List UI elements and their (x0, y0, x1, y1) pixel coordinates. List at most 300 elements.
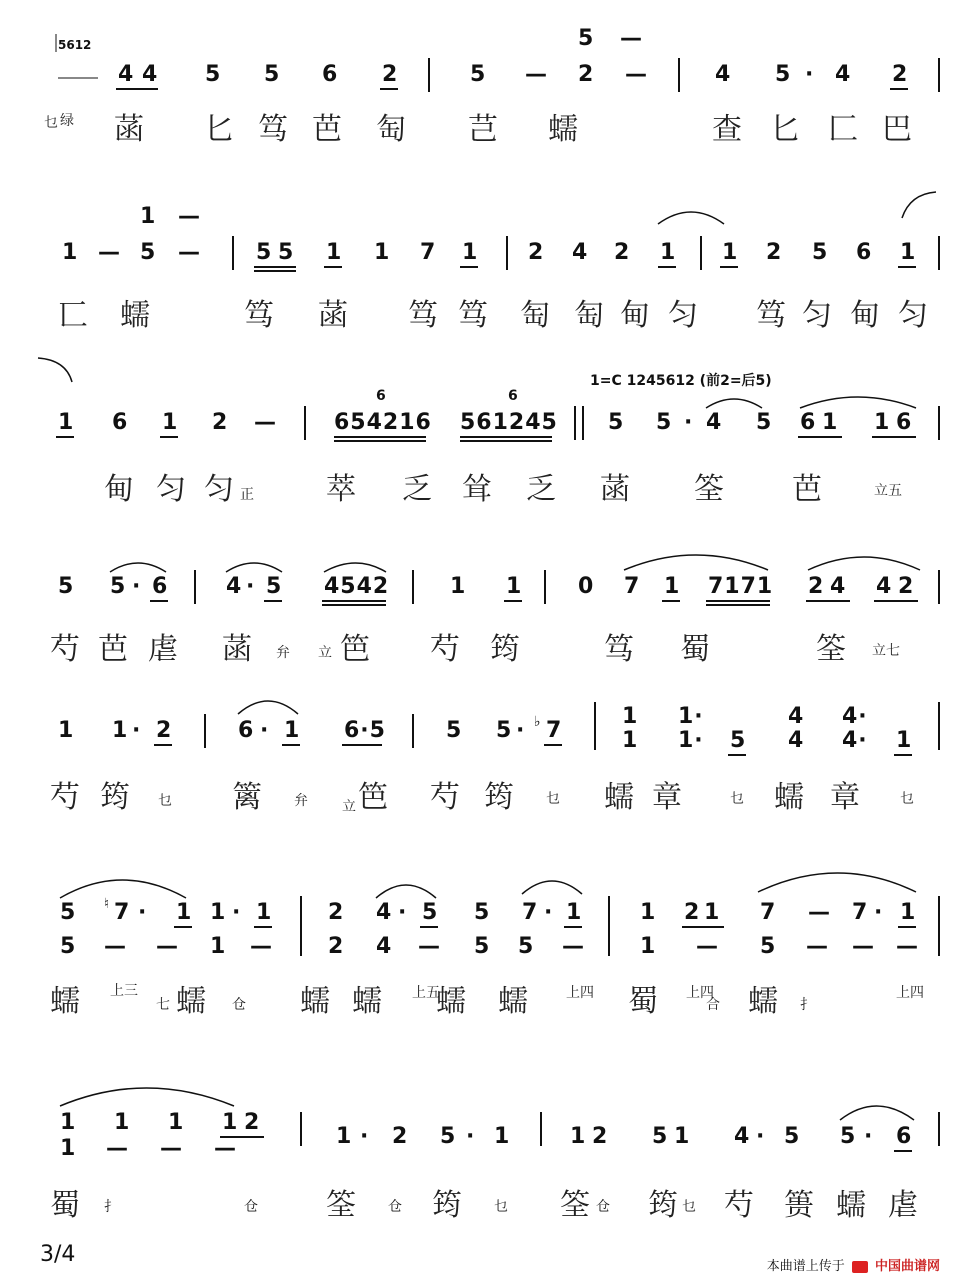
note: 1 (622, 728, 639, 753)
note: 4· (842, 728, 868, 753)
barline (938, 1112, 940, 1146)
barline (544, 570, 546, 604)
underline (706, 604, 770, 606)
note: · (756, 1124, 766, 1149)
site-logo-icon (852, 1261, 868, 1273)
tab-glyph: 乜 (546, 791, 560, 807)
tab-glyph: 匀 (802, 298, 832, 333)
tab-glyph: 立七 (872, 643, 900, 659)
note: · (132, 718, 142, 743)
note: 5 (578, 26, 595, 51)
tab-glyph: 蜀 (680, 632, 710, 667)
tab-glyph: 芍 (50, 632, 80, 667)
note: — (254, 410, 277, 435)
tab-glyph: 蠕 (836, 1188, 866, 1223)
slur (58, 1080, 238, 1108)
note: 5 (474, 934, 491, 959)
note: 5 (760, 934, 777, 959)
note: 2 (328, 900, 345, 925)
underline (874, 600, 918, 602)
note: 5 (205, 62, 222, 87)
tab-glyph: 立 (318, 645, 332, 661)
underline (728, 754, 746, 756)
note: — (104, 934, 127, 959)
note: 5 (446, 718, 463, 743)
note: · (805, 62, 815, 87)
tab-glyph: 匕 (770, 112, 800, 147)
barline (412, 570, 414, 604)
note: 6 (112, 410, 129, 435)
tab-glyph: 乜 (44, 115, 58, 131)
note: 6 (896, 1124, 913, 1149)
note: 1 (874, 410, 891, 435)
tab-glyph: 笃 (604, 632, 634, 667)
tab-glyph: 筠 (100, 780, 130, 815)
underline (334, 440, 426, 442)
note: 4 (835, 62, 852, 87)
underline (380, 88, 398, 90)
barline (938, 570, 940, 604)
tab-glyph: 蠕 (436, 984, 466, 1019)
underline (174, 926, 192, 928)
tab-glyph: 乏 (526, 472, 556, 507)
underline (658, 266, 676, 268)
tab-glyph: 匀 (204, 472, 234, 507)
note: 5 (652, 1124, 669, 1149)
tab-glyph: 篑 (784, 1188, 814, 1223)
slur (756, 866, 920, 894)
note: 5 (775, 62, 792, 87)
note: — (178, 240, 201, 265)
tab-glyph: 蠕 (604, 780, 634, 815)
note: 2 (328, 934, 345, 959)
underline (706, 600, 770, 602)
note: — (852, 934, 875, 959)
note: 1 (60, 1110, 77, 1135)
tab-glyph: 匀 (156, 472, 186, 507)
tab-glyph: 匸 (58, 298, 88, 333)
barline (232, 236, 234, 270)
note: 1 (58, 410, 75, 435)
note: · (398, 900, 408, 925)
tab-glyph: 菡 (318, 298, 348, 333)
note: · (516, 718, 526, 743)
underline (150, 600, 168, 602)
note: 1 (494, 1124, 511, 1149)
tuplet-number: 6 (508, 388, 518, 404)
tab-glyph: 蠕 (548, 112, 578, 147)
note: 5 (656, 410, 673, 435)
note: — (625, 62, 648, 87)
tab-glyph: 蠕 (300, 984, 330, 1019)
tab-glyph: 筌 (326, 1188, 356, 1223)
underline (334, 436, 426, 438)
tab-glyph: 蠕 (774, 780, 804, 815)
slur (798, 394, 920, 410)
underline (322, 600, 386, 602)
note: 2 (614, 240, 631, 265)
note: 5 (474, 900, 491, 925)
barline (700, 236, 702, 270)
note: — (418, 934, 441, 959)
barline (938, 702, 940, 750)
note: 5 (140, 240, 157, 265)
note: — (896, 934, 919, 959)
note: 1 (674, 1124, 691, 1149)
note: 1 (162, 410, 179, 435)
note: 1 (640, 934, 657, 959)
underline (890, 88, 908, 90)
tab-glyph: 耸 (462, 472, 492, 507)
tuning-label: 5612 (58, 38, 92, 52)
note: 2 (382, 62, 399, 87)
note: 5 (60, 900, 77, 925)
note-group: 561245 (460, 410, 558, 435)
note: 5 (518, 934, 535, 959)
tab-glyph: 筠 (432, 1188, 462, 1223)
note: 4 (706, 410, 723, 435)
note: — (156, 934, 179, 959)
tab-glyph: 甸 (104, 472, 134, 507)
tab-glyph: 芍 (50, 780, 80, 815)
note: 2 (392, 1124, 409, 1149)
tab-glyph: 笃 (408, 298, 438, 333)
note: 1 (704, 900, 721, 925)
tab-glyph: 筌 (560, 1188, 590, 1223)
tab-glyph: 仓 (388, 1199, 402, 1215)
slur (224, 558, 286, 574)
barline (938, 236, 940, 270)
note: 7 (522, 900, 539, 925)
note: 5 (278, 240, 295, 265)
tab-glyph: 乏 (402, 472, 432, 507)
tab-glyph: 芭 (312, 112, 342, 147)
slur (806, 552, 924, 572)
note: 2 (156, 718, 173, 743)
barline (428, 58, 430, 92)
tab-glyph: 筠 (484, 780, 514, 815)
note: 1 (256, 900, 273, 925)
note: 5 (422, 900, 439, 925)
tab-glyph: 乜 (730, 791, 744, 807)
tab-glyph: 正 (240, 487, 254, 503)
note: 0 (578, 574, 595, 599)
underline (894, 754, 912, 756)
tab-glyph: 菡 (114, 112, 144, 147)
tab-glyph: 菡 (222, 632, 252, 667)
tab-glyph: 笃 (258, 112, 288, 147)
note: 6 (896, 410, 913, 435)
tab-glyph: 蠕 (176, 984, 206, 1019)
barline (194, 570, 196, 604)
tab-glyph: 笃 (458, 298, 488, 333)
underline (116, 88, 158, 90)
note: 2 (212, 410, 229, 435)
underline (806, 600, 850, 602)
note: 1· (678, 704, 704, 729)
note: 5 (264, 62, 281, 87)
tab-glyph: 芍 (724, 1188, 754, 1223)
note: 6 (152, 574, 169, 599)
note: 4· (842, 704, 868, 729)
note: 5 (440, 1124, 457, 1149)
note: — (106, 1136, 129, 1161)
note: — (98, 240, 121, 265)
tab-glyph: 扌 (104, 1199, 118, 1215)
note: 4 (734, 1124, 751, 1149)
underline (56, 436, 74, 438)
tab-glyph: 蠕 (50, 984, 80, 1019)
tab-glyph: 仓 (244, 1199, 258, 1215)
note: · (544, 900, 554, 925)
underline (662, 600, 680, 602)
note: 1 (450, 574, 467, 599)
note: · (864, 1124, 874, 1149)
note: 1 (900, 900, 917, 925)
tab-glyph: 笆 (340, 632, 370, 667)
slur (322, 558, 390, 574)
note: 1 (114, 1110, 131, 1135)
tab-glyph: 乜 (682, 1199, 696, 1215)
underline (254, 266, 296, 268)
note: 6 (856, 240, 873, 265)
note: · (232, 900, 242, 925)
tab-glyph: 章 (830, 780, 860, 815)
note: — (806, 934, 829, 959)
tab-glyph: 匋 (376, 112, 406, 147)
tab-glyph: 查 (712, 112, 742, 147)
underline (544, 744, 562, 746)
note: 6 (800, 410, 817, 435)
tab-glyph: 芭 (98, 632, 128, 667)
tab-glyph: 匀 (898, 298, 928, 333)
tab-glyph: 蠕 (352, 984, 382, 1019)
underline (564, 926, 582, 928)
tab-glyph: 芑 (468, 112, 498, 147)
tab-glyph: 巴 (882, 112, 912, 147)
note: 1 (168, 1110, 185, 1135)
tab-glyph: 扌 (800, 997, 814, 1013)
note: 7 (114, 900, 131, 925)
tab-glyph: 七 (156, 997, 170, 1013)
tab-glyph: 筌 (816, 632, 846, 667)
underline (154, 744, 172, 746)
note: 1 (336, 1124, 353, 1149)
note: 1 (640, 900, 657, 925)
note: 1 (566, 900, 583, 925)
barline (506, 236, 508, 270)
tab-glyph: 仓 (232, 997, 246, 1013)
note: 2 (528, 240, 545, 265)
note: ♮ (104, 896, 111, 912)
note: 2 (244, 1110, 261, 1135)
underline (898, 926, 916, 928)
note: 1 (374, 240, 391, 265)
note: 1 (900, 240, 917, 265)
note: 2 (898, 574, 915, 599)
tab-glyph: 上五 (412, 985, 440, 1001)
note: — (562, 934, 585, 959)
tab-glyph: 章 (652, 780, 682, 815)
note: 6 (238, 718, 255, 743)
barline (412, 714, 414, 748)
tab-glyph: 蠕 (748, 984, 778, 1019)
note: 1· (678, 728, 704, 753)
page-number: 3/4 (40, 1242, 76, 1267)
note: 5 (756, 410, 773, 435)
note: 5 (110, 574, 127, 599)
slur (374, 880, 440, 900)
note: 1 (622, 704, 639, 729)
note: 5 (256, 240, 273, 265)
underline (420, 926, 438, 928)
note: 2 (766, 240, 783, 265)
tuplet-number: 6 (376, 388, 386, 404)
note: 5 (496, 718, 513, 743)
underline (504, 600, 522, 602)
underline (254, 926, 272, 928)
note: 1 (62, 240, 79, 265)
note: 1 (60, 1136, 77, 1161)
note: 4 (788, 704, 805, 729)
note: · (132, 574, 142, 599)
tab-glyph: 芍 (430, 632, 460, 667)
note: 2 (578, 62, 595, 87)
note: 1 (210, 934, 227, 959)
barline (938, 406, 940, 440)
tab-glyph: 立 (342, 799, 356, 815)
tab-glyph: 上四 (566, 985, 594, 1001)
slur (900, 190, 940, 220)
barline (204, 714, 206, 748)
note: — (214, 1136, 237, 1161)
note: 4 (788, 728, 805, 753)
tab-glyph: 匋 (574, 298, 604, 333)
note: 5 (812, 240, 829, 265)
tab-glyph: 萃 (326, 472, 356, 507)
underline (720, 266, 738, 268)
note: · (874, 900, 884, 925)
note: 4 (142, 62, 159, 87)
tab-glyph: 乜 (158, 793, 172, 809)
slur (236, 696, 302, 716)
note: 1 (326, 240, 343, 265)
note: 4 (118, 62, 135, 87)
underline (460, 266, 478, 268)
note: 1 (570, 1124, 587, 1149)
tab-glyph: 笆 (358, 780, 388, 815)
tab-glyph: 蠕 (120, 298, 150, 333)
note: 4 (572, 240, 589, 265)
tab-glyph: 篱 (232, 780, 262, 815)
tab-glyph: 匚 (828, 112, 858, 147)
tab-glyph: 合 (706, 997, 720, 1013)
tab-glyph: 上四 (896, 985, 924, 1001)
note: 1 (506, 574, 523, 599)
underline (682, 926, 724, 928)
tab-glyph: 上三 (110, 983, 138, 999)
note: 4 (376, 900, 393, 925)
underline (254, 270, 296, 272)
note: 1 (140, 204, 157, 229)
note: 4 (715, 62, 732, 87)
note: — (250, 934, 273, 959)
tab-glyph: 弁 (294, 793, 308, 809)
tab-glyph: 芍 (430, 780, 460, 815)
barline (938, 896, 940, 956)
note-group: 4542 (324, 574, 390, 599)
tab-glyph: 弁 (276, 645, 290, 661)
note: 5 (840, 1124, 857, 1149)
slur (838, 1100, 918, 1122)
underline (798, 436, 842, 438)
note: 2 (684, 900, 701, 925)
barline (540, 1112, 542, 1146)
slur (520, 876, 586, 896)
tab-glyph: 蜀 (50, 1188, 80, 1223)
tab-glyph: 匕 (204, 112, 234, 147)
slur (58, 872, 190, 900)
note: — (696, 934, 719, 959)
note: 5 (60, 934, 77, 959)
note: ♭ (534, 714, 542, 730)
double-barline (574, 406, 584, 440)
slur (704, 394, 764, 410)
footer-text: 本曲谱上传于 (766, 1259, 845, 1274)
note: 2 (808, 574, 825, 599)
note: — (525, 62, 548, 87)
note: 7 (420, 240, 437, 265)
note: 1 (112, 718, 129, 743)
note: 1 (222, 1110, 239, 1135)
tab-glyph: 虐 (148, 632, 178, 667)
barline (608, 896, 610, 956)
tab-glyph: 笃 (244, 298, 274, 333)
section-marker: 1=C 1245612 (前2=后5) (590, 373, 772, 389)
note: 4 (376, 934, 393, 959)
note: · (138, 900, 148, 925)
note: 1 (462, 240, 479, 265)
barline (304, 406, 306, 440)
note-group: 7171 (708, 574, 774, 599)
underline (460, 440, 552, 442)
note: 7 (546, 718, 563, 743)
slur (656, 206, 726, 226)
underline (894, 1150, 912, 1152)
note: 1 (58, 718, 75, 743)
underline (160, 436, 178, 438)
footer-site[interactable]: 中国曲谱网 (874, 1259, 940, 1274)
note: — (808, 900, 831, 925)
tab-glyph: 菡 (600, 472, 630, 507)
barline (938, 58, 940, 92)
underline (872, 436, 916, 438)
note: 1 (822, 410, 839, 435)
tab-glyph: 虐 (888, 1188, 918, 1223)
tab-glyph: 笃 (756, 298, 786, 333)
note: · (466, 1124, 476, 1149)
note: 7 (852, 900, 869, 925)
tab-glyph: 甸 (620, 298, 650, 333)
tab-glyph: 筌 (694, 472, 724, 507)
note: 5 (784, 1124, 801, 1149)
note: 1 (722, 240, 739, 265)
tab-glyph: 筠 (490, 632, 520, 667)
note: 5 (58, 574, 75, 599)
underline (264, 600, 282, 602)
tab-glyph: 蠕 (498, 984, 528, 1019)
tab-glyph: 乜 (494, 1199, 508, 1215)
